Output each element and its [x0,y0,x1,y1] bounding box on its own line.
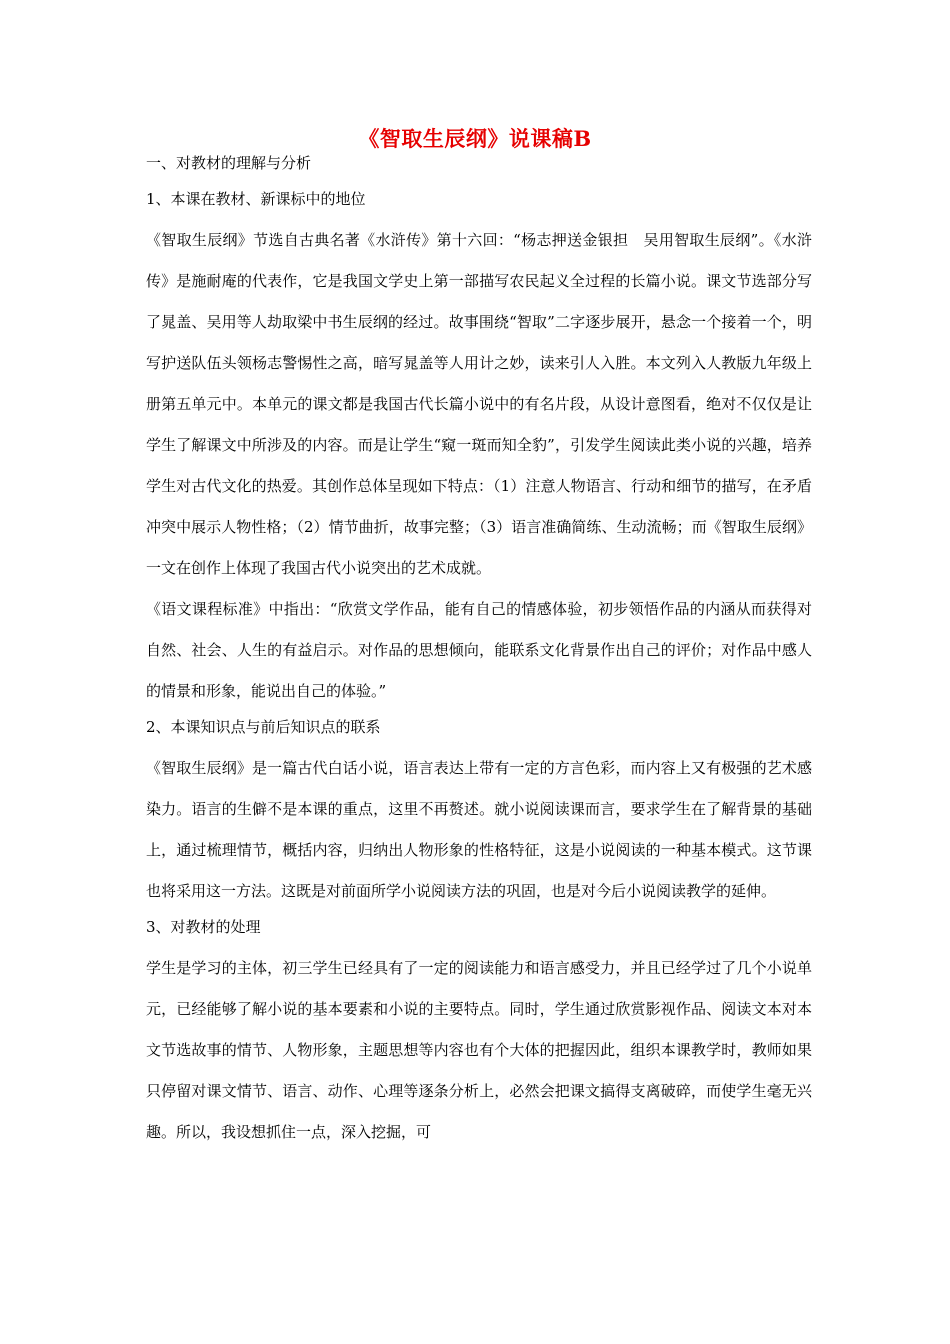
document-body [146,148,812,1153]
body-paragraph: 《智取生辰纲》是一篇古代白话小说，语言表达上带有一定的方言色彩，而内容上又有极强的艺术感染力。语言的生僻不是本课的重点，这里不再赘述。就小说阅读课而言，要求学生在了解背景的基础上，通过梳理情节，概括内容，归纳出人物形象的性格特征，这是小说阅读的一种基本模式。这节课也将采用这一方法。这既是对前面所学小说阅读方法的巩固，也是对今后小说阅读教学的延伸。 [146,759,812,900]
subsection-heading: 3、对教材的处理 [146,918,261,936]
subsection-heading: 1、本课在教材、新课标中的地位 [146,190,366,208]
body-paragraph: 《智取生辰纲》节选自古典名著《水浒传》第十六回：“杨志押送金银担 吴用智取生辰纲”。《水浒传》是施耐庵的代表作，它是我国文学史上第一部描写农民起义全过程的长篇小说。课文节选部分写了晁盖、吴用等人劫取梁中书生辰纲的经过。故事围绕“智取”二字逐步展开，悬念一个接着一个，明写护送队伍头领杨志警惕性之高，暗写晁盖等人用计之妙，读来引人入胜。本文列入人教版九年级上册第五单元中。本单元的课文都是我国古代长篇小说中的有名片段，从设计意图看，绝对不仅仅是让学生了解课文中所涉及的内容。而是让学生“窥一斑而知全豹”，引发学生阅读此类小说的兴趣，培养学生对古代文化的热爱。其创作总体呈现如下特点：（1）注意人物语言、行动和细节的描写，在矛盾冲突中展示人物性格；（2）情节曲折，故事完整；（3）语言准确简练、生动流畅；而《智取生辰纲》一文在创作上体现了我国古代小说突出的艺术成就。 [146,231,812,577]
body-paragraph: 《语文课程标准》中指出：“欣赏文学作品，能有自己的情感体验，初步领悟作品的内涵从而获得对自然、社会、人生的有益启示。对作品的思想倾向，能联系文化背景作出自己的评价；对作品中感人的情景和形象，能说出自己的体验。” [146,600,812,700]
body-paragraph: 学生是学习的主体，初三学生已经具有了一定的阅读能力和语言感受力，并且已经学过了几个小说单元，已经能够了解小说的基本要素和小说的主要特点。同时，学生通过欣赏影视作品、阅读文本对本文节选故事的情节、人物形象，主题思想等内容也有个大体的把握因此，组织本课教学时，教师如果只停留对课文情节、语言、动作、心理等逐条分析上，必然会把课文搞得支离破碎，而使学生毫无兴趣。所以，我设想抓住一点，深入挖掘，可 [146,959,812,1141]
document-title: 《智取生辰纲》说课稿B [358,126,592,151]
section-heading: 一、对教材的理解与分析 [146,154,312,172]
subsection-heading: 2、本课知识点与前后知识点的联系 [146,718,381,736]
